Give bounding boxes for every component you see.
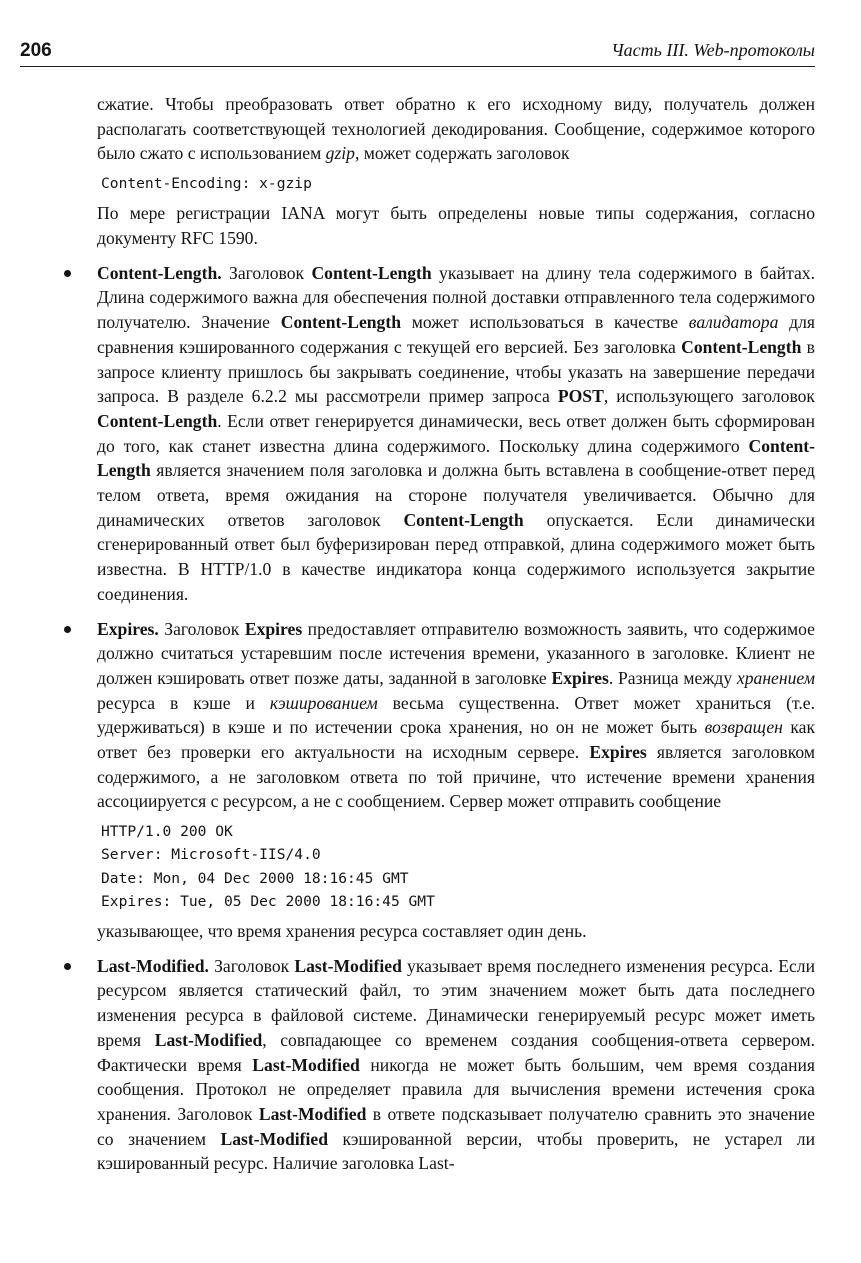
term-content-length: Content-Length.	[97, 262, 222, 283]
bullet-icon	[64, 963, 71, 970]
bullet-icon	[64, 626, 71, 633]
code-line: HTTP/1.0 200 OK	[101, 823, 233, 841]
code-http-response	[97, 820, 815, 913]
running-title: Часть III. Web-протоколы	[611, 40, 815, 60]
code-line: Date: Mon, 04 Dec 2000 18:16:45 GMT	[101, 869, 409, 887]
list-item-expires	[97, 617, 815, 944]
list-item-content-length	[97, 261, 815, 607]
code-line: Server: Microsoft-IIS/4.0	[101, 846, 321, 864]
term-last-modified: Last-Modified.	[97, 955, 209, 976]
code-line: Expires: Tue, 05 Dec 2000 18:16:45 GMT	[101, 892, 435, 910]
page-header	[20, 40, 815, 67]
intro-paragraph: сжатие. Чтобы преобразовать ответ обратно к его исходному виду, получатель должен располагать соответствующей технологией декодирования. Сообщение, содержимое которого было сжато с использованием gzip, может содержать заголовок	[97, 94, 815, 164]
term-expires: Expires.	[97, 618, 159, 639]
page-number: 206	[20, 40, 52, 61]
page-body	[97, 92, 815, 1176]
intro-paragraph-2: По мере регистрации IANA могут быть определены новые типы содержания, согласно документу RFC 1590.	[97, 203, 815, 249]
bullet-icon	[64, 270, 71, 277]
expires-paragraph-2: указывающее, что время хранения ресурса составляет один день.	[97, 921, 587, 941]
content-length-paragraph: Content-Length. Заголовок Content-Length указывает на длину тела содержимого в байтах. Длина содержимого важна для обеспечения полной доставки отправленного тела содержимого получателю. Значение Content-Length может использоваться в качестве валидатора для сравнения кэшированного содержания с текущей его версией. Без заголовка Content-Length в запросе клиенту пришлось бы закрывать соединение, чтобы указать на завершение передачи запроса. В разделе 6.2.2 мы рассмотрели пример запроса POST, использующего заголовок Content-Length. Если ответ генерируется динамически, весь ответ должен быть сформирован до того, как станет известна длина содержимого. Поскольку длина содержимого Content-Length является значением поля заголовка и должна быть вставлена в сообщение-ответ перед телом ответа, время ожидания на стороне получателя увеличивается. Обычно для динамических ответов заголовок Content-Length опускается. Если динамически сгенерированный ответ был буферизирован перед отправкой, длина содержимого может быть известна. В HTTP/1.0 в качестве индикатора конца содержимого используется закрытие соединения.	[97, 262, 815, 604]
list-item-last-modified	[97, 954, 815, 1176]
last-modified-paragraph: Last-Modified. Заголовок Last-Modified указывает время последнего изменения ресурса. Если ресурсом является статический файл, то этим значением может быть дата последнего изменения ресурса в файловой системе. Динамически генерируемый ресурс может иметь время Last-Modified, совпадающее со временем создания сообщения-ответа сервером. Фактически время Last-Modified никогда не может быть большим, чем время создания сообщения. Протокол не определяет правила для вычисления времени истечения срока хранения. Заголовок Last-Modified в ответе подсказывает получателю сравнить это значение со значением Last-Modified кэшированной версии, чтобы проверить, не устарел ли кэшированный ресурс. Наличие заголовка Last-	[97, 955, 816, 1174]
expires-paragraph: Expires. Заголовок Expires предоставляет отправителю возможность заявить, что содержимое должно считаться устаревшим после истечения времени, указанного в заголовке. Клиент не должен кэшировать ответ позже даты, заданной в заголовке Expires. Разница между хранением ресурса в кэше и кэшированием весьма существенна. Ответ может храниться (т.е. удерживаться) в кэше и по истечении срока хранения, но он не может быть возвращен как ответ без проверки его актуальности на исходным сервере. Expires является заголовком содержимого, а не заголовком ответа по той причине, что истечение времени хранения ассоциируется с ресурсом, а не с сообщением. Сервер может отправить сообщение	[97, 618, 815, 812]
code-content-encoding: Content-Encoding: x-gzip	[101, 175, 312, 193]
